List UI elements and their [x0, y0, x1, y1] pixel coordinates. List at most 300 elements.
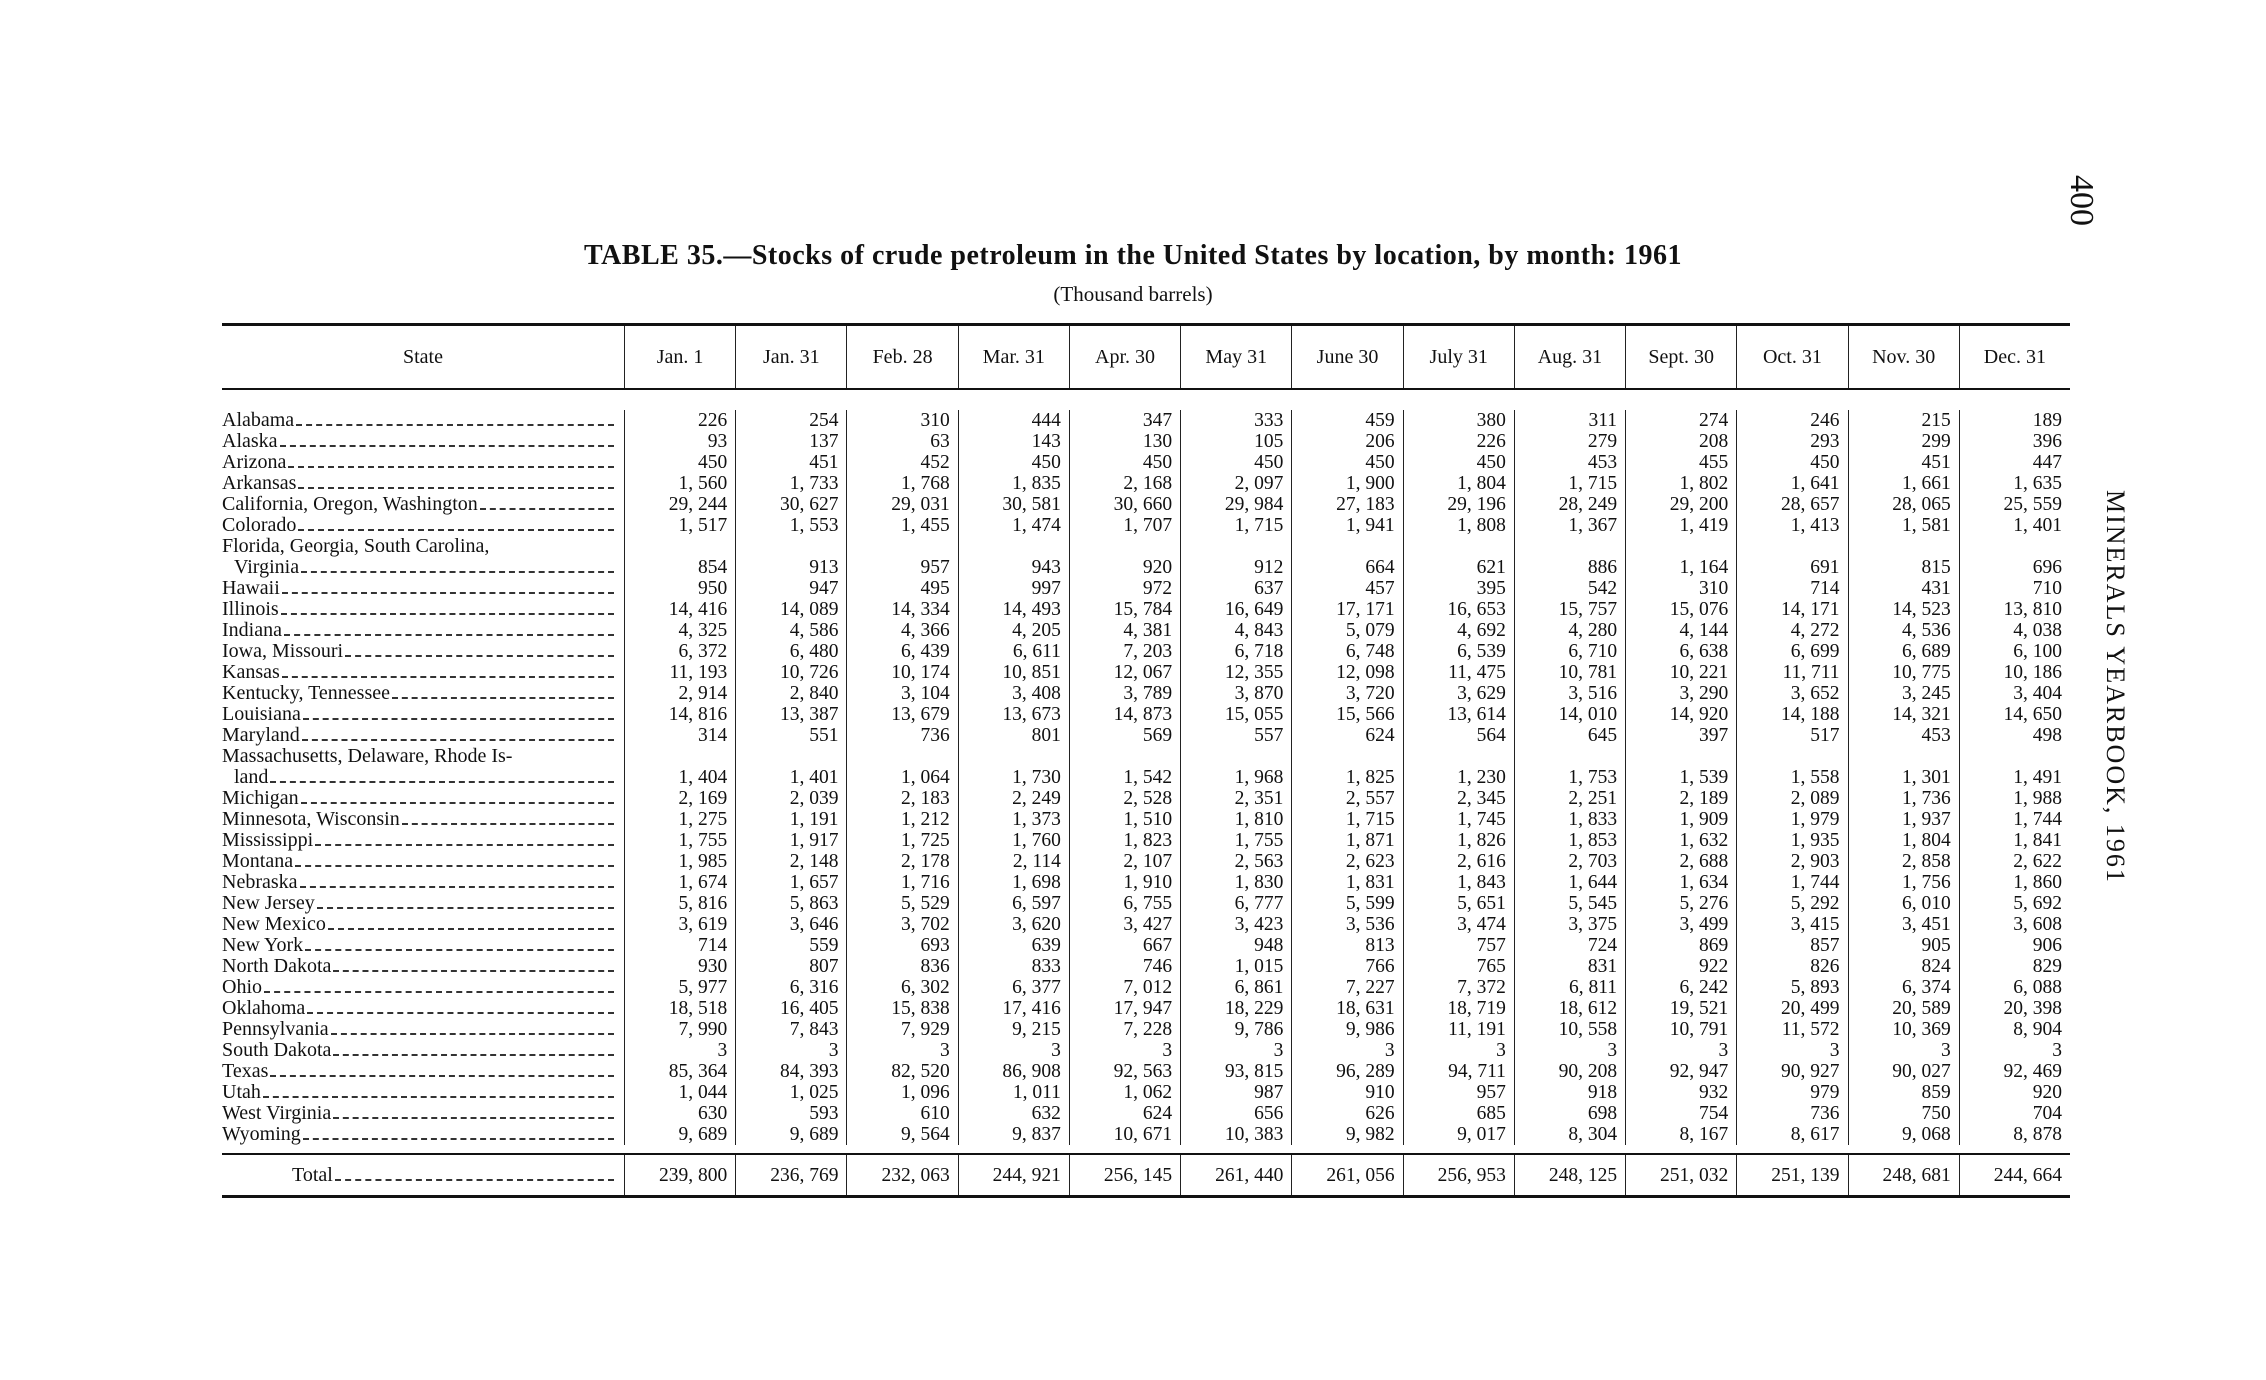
table-cell: 9, 837	[1012, 1124, 1061, 1145]
table-cell: 6, 010	[1902, 893, 1951, 914]
table-cell: 736	[1810, 1103, 1840, 1124]
table-cell: 3, 404	[2013, 683, 2062, 704]
state-column	[222, 410, 624, 1145]
table-cell: 920	[2032, 1082, 2062, 1103]
table-cell: 1, 910	[1123, 872, 1173, 893]
leader-dots	[345, 655, 614, 657]
table-cell: 1, 733	[789, 473, 839, 494]
table-cell: 831	[1587, 956, 1618, 977]
table-cell: 12, 067	[1113, 662, 1173, 683]
table-cell: 564	[1476, 725, 1506, 746]
row-label	[222, 851, 614, 872]
table-cell: 1, 164	[1679, 557, 1729, 578]
row-label	[222, 1061, 614, 1082]
table-cell: 13, 679	[891, 704, 950, 725]
table-cell: 3, 608	[2013, 914, 2062, 935]
leader-dots	[288, 466, 614, 468]
table-cell: 450	[1031, 452, 1061, 473]
table-cell: 4, 692	[1457, 620, 1506, 641]
table-cell: 279	[1587, 431, 1618, 452]
table-cell: 29, 244	[668, 494, 728, 515]
total-cell: 256, 145	[1069, 1155, 1180, 1195]
table-cell: 90, 927	[1781, 1061, 1840, 1082]
spacer	[625, 536, 727, 557]
table-cell: 299	[1921, 431, 1951, 452]
leader-dots	[317, 907, 614, 909]
table-cell: 11, 475	[1448, 662, 1506, 683]
month-column	[846, 410, 957, 1145]
table-cell: 12, 098	[1336, 662, 1395, 683]
table-cell: 905	[1921, 935, 1951, 956]
table-cell: 557	[1254, 725, 1284, 746]
month-column	[1069, 410, 1180, 1145]
table-cell: 1, 979	[1790, 809, 1840, 830]
leader-dots	[284, 634, 614, 636]
table-cell: 950	[697, 578, 728, 599]
spacer	[1515, 536, 1617, 557]
table-cell: 380	[1476, 410, 1506, 431]
table-cell: 704	[2032, 1103, 2062, 1124]
table-cell: 6, 611	[1012, 641, 1061, 662]
row-label	[222, 893, 614, 914]
table-cell: 624	[1365, 725, 1395, 746]
leader-dots	[301, 802, 614, 804]
table-cell: 3	[828, 1040, 839, 1061]
total-cell: 261, 440	[1180, 1155, 1291, 1195]
table-cell: 645	[1587, 725, 1618, 746]
table-cell: 93, 815	[1224, 1061, 1284, 1082]
table-cell: 6, 302	[900, 977, 950, 998]
table-cell: 997	[1031, 578, 1061, 599]
table-cell: 17, 947	[1113, 998, 1173, 1019]
leader-dots	[303, 718, 614, 720]
table-cell: 4, 381	[1123, 620, 1173, 641]
table-cell: 444	[1031, 410, 1061, 431]
table-cell: 7, 228	[1123, 1019, 1173, 1040]
table-cell: 3, 423	[1234, 914, 1284, 935]
table-cell: 7, 012	[1123, 977, 1173, 998]
table-cell: 6, 755	[1123, 893, 1173, 914]
table-cell: 1, 015	[1234, 956, 1284, 977]
table-cell: 9, 986	[1345, 1019, 1395, 1040]
table-cell: 6, 100	[2013, 641, 2062, 662]
table-cell: 664	[1365, 557, 1395, 578]
table-cell: 1, 804	[1457, 473, 1506, 494]
table-cell: 1, 491	[2013, 767, 2062, 788]
row-label-text: West Virginia	[222, 1102, 332, 1124]
table-cell: 2, 623	[1345, 851, 1395, 872]
table-cell: 2, 703	[1568, 851, 1618, 872]
spacer	[1626, 746, 1728, 767]
table-cell: 857	[1810, 935, 1840, 956]
table-cell: 1, 823	[1123, 830, 1173, 851]
row-label-text: Colorado	[222, 514, 297, 536]
table-cell: 1, 768	[900, 473, 950, 494]
table-cell: 746	[1142, 956, 1173, 977]
row-label	[222, 452, 614, 473]
table-cell: 8, 904	[2013, 1019, 2062, 1040]
table-cell: 20, 499	[1781, 998, 1840, 1019]
table-cell: 453	[1587, 452, 1618, 473]
table-cell: 6, 539	[1457, 641, 1506, 662]
table-cell: 1, 716	[900, 872, 950, 893]
row-label-text: Arizona	[222, 451, 287, 473]
table-cell: 948	[1254, 935, 1284, 956]
table-cell: 2, 688	[1679, 851, 1729, 872]
table-cell: 452	[920, 452, 950, 473]
total-cell: 261, 056	[1291, 1155, 1402, 1195]
row-label	[222, 809, 614, 830]
table-cell: 1, 301	[1902, 767, 1951, 788]
table-cell: 16, 405	[779, 998, 839, 1019]
table-cell: 1, 011	[1012, 1082, 1061, 1103]
table-cell: 1, 830	[1234, 872, 1284, 893]
row-label	[222, 620, 614, 641]
table-cell: 2, 563	[1234, 851, 1284, 872]
spacer	[1070, 746, 1172, 767]
table-cell: 3	[1607, 1040, 1618, 1061]
table-cell: 14, 171	[1781, 599, 1840, 620]
table-cell: 815	[1921, 557, 1951, 578]
leader-dots	[331, 1033, 614, 1035]
table-cell: 9, 017	[1457, 1124, 1506, 1145]
row-label-text: North Dakota	[222, 955, 332, 977]
table-cell: 1, 698	[1012, 872, 1061, 893]
table-cell: 28, 065	[1892, 494, 1951, 515]
month-column	[1514, 410, 1625, 1145]
table-cell: 8, 617	[1790, 1124, 1840, 1145]
leader-dots	[296, 424, 614, 426]
table-cell: 6, 316	[789, 977, 839, 998]
column-header-month: Feb. 28	[846, 326, 957, 388]
table-cell: 333	[1254, 410, 1284, 431]
table-cell: 82, 520	[891, 1061, 950, 1082]
table-cell: 957	[1476, 1082, 1506, 1103]
table-cell: 14, 010	[1558, 704, 1618, 725]
table-cell: 6, 689	[1902, 641, 1951, 662]
table-cell: 6, 710	[1568, 641, 1618, 662]
table-cell: 1, 835	[1012, 473, 1061, 494]
table-cell: 6, 439	[900, 641, 950, 662]
table-cell: 18, 612	[1558, 998, 1618, 1019]
row-label-text: Maryland	[222, 724, 300, 746]
table-cell: 947	[809, 578, 839, 599]
table-cell: 14, 816	[668, 704, 728, 725]
table-cell: 1, 644	[1568, 872, 1618, 893]
table-cell: 15, 055	[1224, 704, 1284, 725]
table-cell: 714	[1810, 578, 1840, 599]
total-cell: 248, 125	[1514, 1155, 1625, 1195]
leader-dots	[315, 844, 614, 846]
table-cell: 16, 649	[1224, 599, 1284, 620]
table-cell: 20, 398	[2003, 998, 2062, 1019]
table-cell: 807	[809, 956, 839, 977]
table-cell: 624	[1142, 1103, 1173, 1124]
table-cell: 9, 564	[900, 1124, 950, 1145]
total-cell: 251, 032	[1625, 1155, 1736, 1195]
table-cell: 10, 671	[1113, 1124, 1173, 1145]
table-cell: 1, 808	[1457, 515, 1506, 536]
table-cell: 459	[1365, 410, 1395, 431]
row-label	[222, 830, 614, 851]
table-cell: 5, 893	[1790, 977, 1840, 998]
table-cell: 12, 355	[1224, 662, 1284, 683]
table-cell: 632	[1031, 1103, 1061, 1124]
leader-dots	[402, 823, 614, 825]
row-label-text: Nebraska	[222, 871, 298, 893]
page-number: 400	[2063, 175, 2100, 226]
table-cell: 3, 408	[1012, 683, 1061, 704]
table-cell: 824	[1921, 956, 1951, 977]
table-cell: 2, 178	[900, 851, 950, 872]
table-cell: 29, 984	[1224, 494, 1284, 515]
row-label	[222, 683, 614, 704]
table-cell: 4, 272	[1790, 620, 1840, 641]
row-label-text: Hawaii	[222, 577, 280, 599]
table-cell: 8, 878	[2013, 1124, 2062, 1145]
table-cell: 6, 811	[1569, 977, 1618, 998]
table-cell: 5, 863	[789, 893, 839, 914]
total-cell: 244, 664	[1959, 1155, 2070, 1195]
total-cell: 256, 953	[1403, 1155, 1514, 1195]
table-cell: 621	[1476, 557, 1506, 578]
row-label-text: Oklahoma	[222, 997, 306, 1019]
table-cell: 1, 539	[1679, 767, 1729, 788]
spacer	[736, 536, 838, 557]
table-cell: 714	[697, 935, 728, 956]
table-cell: 1, 367	[1568, 515, 1618, 536]
row-label-text: Kansas	[222, 661, 280, 683]
table-cell: 10, 174	[891, 662, 950, 683]
table-cell: 3	[939, 1040, 950, 1061]
table-cell: 8, 167	[1679, 1124, 1729, 1145]
table-cell: 1, 401	[789, 767, 839, 788]
row-label-text: Iowa, Missouri	[222, 640, 344, 662]
total-cell: 239, 800	[624, 1155, 735, 1195]
table-cell: 10, 851	[1002, 662, 1061, 683]
month-column	[1291, 410, 1402, 1145]
table-cell: 1, 715	[1234, 515, 1284, 536]
table-cell: 10, 186	[2003, 662, 2062, 683]
table-cell: 10, 221	[1669, 662, 1729, 683]
table-cell: 1, 715	[1345, 809, 1395, 830]
table-cell: 453	[1921, 725, 1951, 746]
table-cell: 15, 757	[1558, 599, 1618, 620]
table-cell: 13, 387	[779, 704, 839, 725]
table-cell: 3	[1273, 1040, 1284, 1061]
table-cell: 1, 826	[1457, 830, 1506, 851]
table-cell: 15, 838	[891, 998, 950, 1019]
table-cell: 30, 660	[1113, 494, 1173, 515]
row-label	[222, 662, 614, 683]
leader-dots	[282, 592, 614, 594]
table-cell: 14, 523	[1892, 599, 1951, 620]
table-cell: 3, 499	[1679, 914, 1729, 935]
table-cell: 2, 858	[1902, 851, 1951, 872]
table-cell: 85, 364	[668, 1061, 728, 1082]
table-cell: 610	[920, 1103, 950, 1124]
spacer	[1292, 746, 1394, 767]
table-cell: 14, 873	[1113, 704, 1173, 725]
column-header-month: May 31	[1180, 326, 1291, 388]
table-cell: 3, 870	[1234, 683, 1284, 704]
table-cell: 6, 597	[1012, 893, 1061, 914]
table-cell: 15, 076	[1669, 599, 1729, 620]
table-cell: 2, 351	[1234, 788, 1284, 809]
table-cell: 1, 744	[1790, 872, 1840, 893]
spacer	[959, 536, 1061, 557]
row-label	[222, 935, 614, 956]
table-cell: 1, 191	[789, 809, 839, 830]
table-cell: 2, 039	[789, 788, 839, 809]
table-cell: 18, 719	[1447, 998, 1506, 1019]
table-cell: 92, 563	[1113, 1061, 1173, 1082]
row-label	[222, 410, 614, 431]
table-cell: 96, 289	[1336, 1061, 1395, 1082]
row-label-text: Utah	[222, 1081, 261, 1103]
table-cell: 10, 791	[1669, 1019, 1729, 1040]
column-header-month: Oct. 31	[1736, 326, 1847, 388]
leader-dots	[280, 445, 614, 447]
table-cell: 667	[1142, 935, 1173, 956]
table-cell: 5, 292	[1790, 893, 1840, 914]
table-cell: 5, 545	[1568, 893, 1618, 914]
leader-dots	[305, 949, 614, 951]
table-cell: 498	[2032, 725, 2062, 746]
table-cell: 932	[1699, 1082, 1729, 1103]
row-label-text: Ohio	[222, 976, 262, 998]
table-cell: 206	[1365, 431, 1395, 452]
spacer	[1292, 536, 1394, 557]
row-label-line: Florida, Georgia, South Carolina,	[222, 535, 490, 557]
row-label	[222, 1082, 614, 1103]
table-cell: 3, 516	[1568, 683, 1618, 704]
column-header-month: June 30	[1291, 326, 1402, 388]
table-cell: 1, 900	[1345, 473, 1395, 494]
table-cell: 5, 276	[1679, 893, 1729, 914]
table-cell: 1, 581	[1902, 515, 1951, 536]
table-cell: 30, 581	[1002, 494, 1061, 515]
table-cell: 1, 455	[900, 515, 950, 536]
table-cell: 208	[1699, 431, 1729, 452]
table-cell: 7, 227	[1345, 977, 1395, 998]
spacer	[1849, 536, 1951, 557]
table-cell: 3	[1829, 1040, 1840, 1061]
table-cell: 30, 627	[779, 494, 839, 515]
table-cell: 18, 229	[1224, 998, 1284, 1019]
table-cell: 3, 375	[1568, 914, 1618, 935]
row-label	[222, 1019, 614, 1040]
table-cell: 2, 840	[789, 683, 839, 704]
table-cell: 1, 810	[1234, 809, 1284, 830]
table-cell: 1, 096	[900, 1082, 950, 1103]
table-cell: 11, 711	[1782, 662, 1840, 683]
table-cell: 1, 985	[678, 851, 728, 872]
table-cell: 5, 816	[678, 893, 728, 914]
row-label	[222, 557, 614, 578]
table-cell: 1, 760	[1012, 830, 1061, 851]
table-cell: 1, 853	[1568, 830, 1618, 851]
table-cell: 28, 657	[1781, 494, 1840, 515]
table-cell: 6, 377	[1012, 977, 1061, 998]
table-cell: 4, 366	[900, 620, 950, 641]
table-cell: 6, 374	[1902, 977, 1951, 998]
table-cell: 447	[2032, 452, 2062, 473]
total-cell: 236, 769	[735, 1155, 846, 1195]
table-cell: 19, 521	[1669, 998, 1729, 1019]
row-label-text: Wyoming	[222, 1123, 301, 1145]
table-cell: 910	[1365, 1082, 1395, 1103]
table-cell: 1, 745	[1457, 809, 1506, 830]
spacer	[1737, 746, 1839, 767]
leader-dots	[270, 1075, 614, 1077]
spacer	[1404, 536, 1506, 557]
table-cell: 7, 990	[678, 1019, 728, 1040]
row-label	[222, 1124, 614, 1145]
table-cell: 3, 620	[1012, 914, 1061, 935]
row-label-text: California, Oregon, Washington	[222, 493, 478, 515]
table-cell: 18, 631	[1336, 998, 1395, 1019]
table-cell: 9, 215	[1012, 1019, 1061, 1040]
table-header	[222, 326, 2070, 390]
table-cell: 450	[697, 452, 728, 473]
column-header-month: Aug. 31	[1514, 326, 1625, 388]
table-cell: 829	[2032, 956, 2062, 977]
table-cell: 1, 553	[789, 515, 839, 536]
table-cell: 685	[1476, 1103, 1506, 1124]
table-cell: 4, 280	[1568, 620, 1618, 641]
table-cell: 13, 673	[1002, 704, 1061, 725]
row-label	[222, 725, 614, 746]
table-cell: 1, 860	[2013, 872, 2062, 893]
row-label-text: Michigan	[222, 787, 299, 809]
table-cell: 226	[1476, 431, 1506, 452]
table-cell: 754	[1699, 1103, 1729, 1124]
leader-dots	[300, 886, 614, 888]
table-cell: 10, 558	[1558, 1019, 1618, 1040]
table-cell: 9, 689	[678, 1124, 728, 1145]
table-cell: 1, 064	[900, 767, 950, 788]
table-cell: 7, 372	[1457, 977, 1506, 998]
column-header-month: Dec. 31	[1959, 326, 2070, 388]
table-cell: 922	[1699, 956, 1729, 977]
table-cell: 6, 748	[1345, 641, 1395, 662]
table-cell: 801	[1031, 725, 1061, 746]
leader-dots	[333, 970, 614, 972]
spacer	[847, 746, 949, 767]
table-cell: 1, 988	[2013, 788, 2062, 809]
table-cell: 2, 169	[678, 788, 728, 809]
table-cell: 3	[1496, 1040, 1506, 1061]
table-cell: 5, 529	[900, 893, 950, 914]
table-title: TABLE 35.—Stocks of crude petroleum in the United States by location, by month: 1961	[583, 240, 1682, 271]
total-cell: 244, 921	[958, 1155, 1069, 1195]
table-cell: 4, 586	[789, 620, 839, 641]
month-column	[1403, 410, 1514, 1145]
table-cell: 859	[1921, 1082, 1951, 1103]
table-cell: 1, 560	[678, 473, 728, 494]
total-cell: 251, 139	[1736, 1155, 1847, 1195]
table-cell: 2, 251	[1568, 788, 1618, 809]
row-label-text: Arkansas	[222, 472, 297, 494]
table-cell: 2, 189	[1679, 788, 1729, 809]
row-label-text: Montana	[222, 850, 294, 872]
table-cell: 1, 909	[1679, 809, 1729, 830]
table-cell: 9, 068	[1902, 1124, 1951, 1145]
row-label-text: New Mexico	[222, 913, 326, 935]
total-cell: 248, 681	[1848, 1155, 1959, 1195]
table-cell: 8, 304	[1568, 1124, 1618, 1145]
